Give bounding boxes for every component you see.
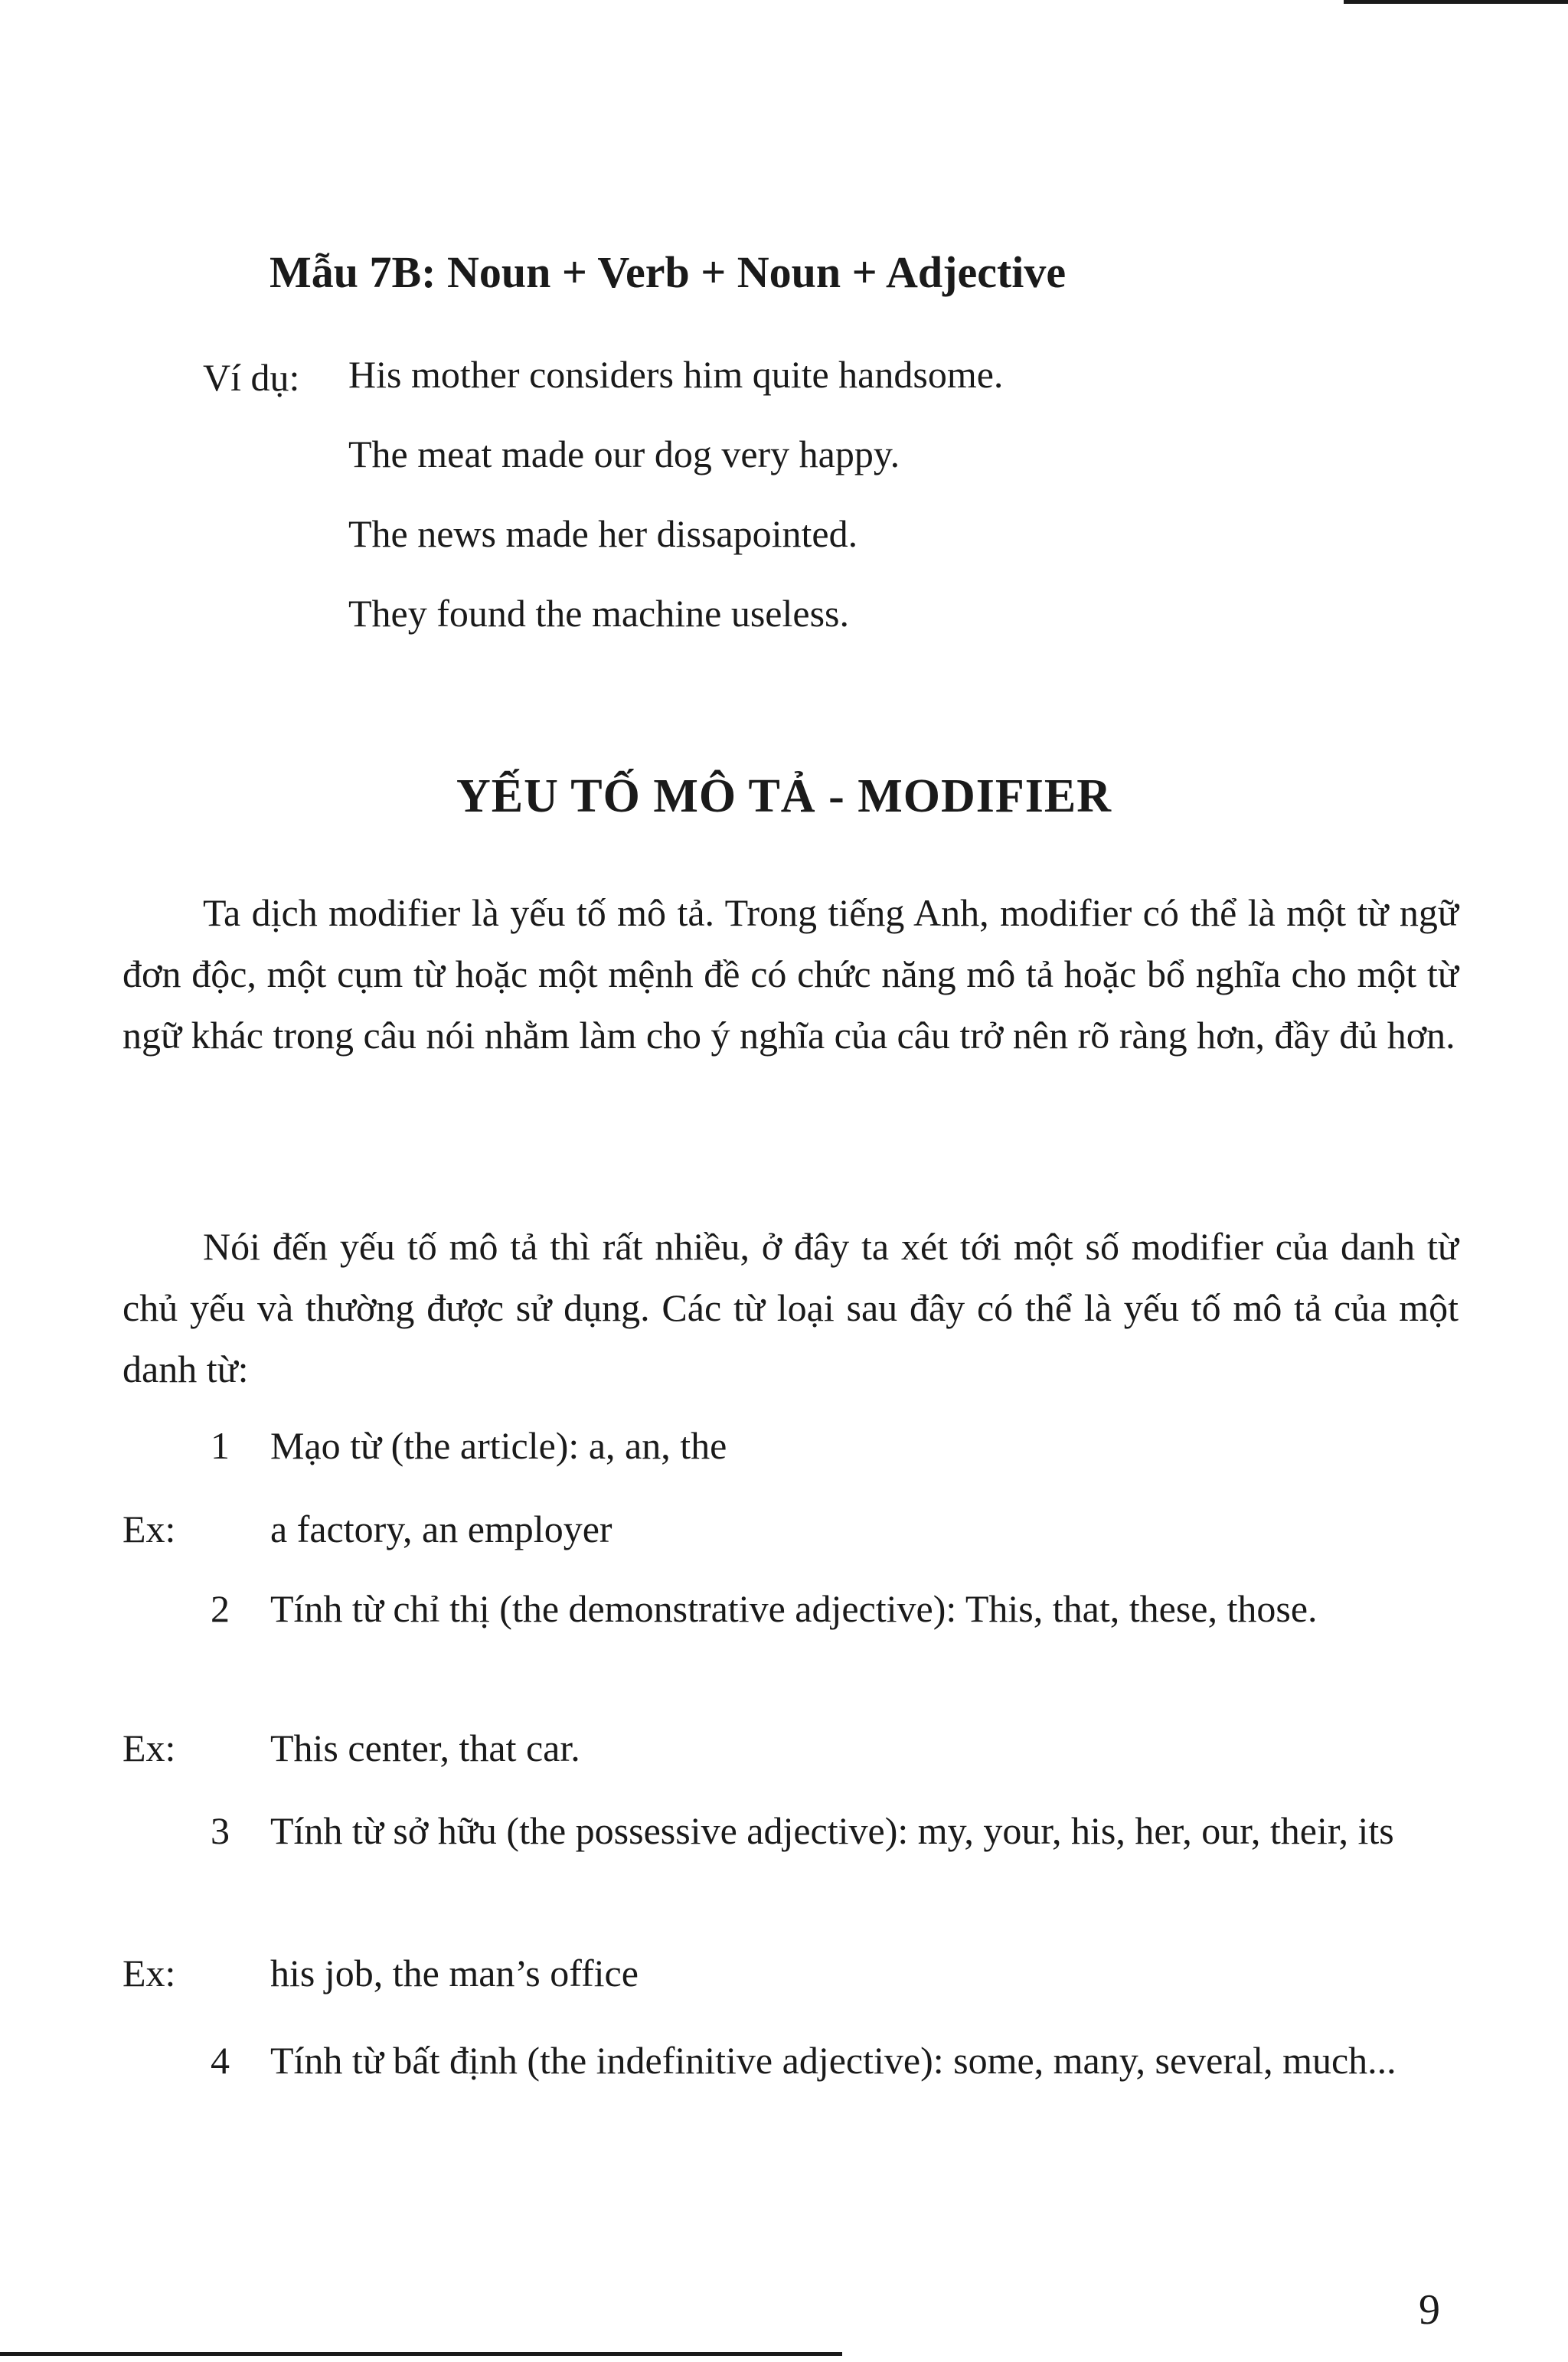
ex-text: This center, that car. [270,1727,580,1769]
ex-text: his job, the man’s office [270,1952,639,1994]
paragraph: Ta dịch modifier là yếu tố mô tả. Trong tiếng Anh, modifier có thể là một từ ngữ đơn độc, một cụm từ hoặc một mệnh đề có chức năng mô tả hoặc bổ nghĩa cho một từ ngữ khác trong câu nói nhằm làm cho ý nghĩa của câu trở nên rõ ràng hơn, đầy đủ hơn. [122,891,1459,1057]
example-label: Ví dụ: [203,356,300,399]
section-title: YẾU TỐ MÔ TẢ - MODIFIER [456,770,1112,822]
list-item-number: 4 [211,2039,230,2082]
list-item [211,1581,1459,1636]
example-sentence: His mother considers him quite handsome. [348,353,1004,396]
ex-label: Ex: [122,1952,176,1994]
paragraph: Nói đến yếu tố mô tả thì rất nhiều, ở đây ta xét tới một số modifier của danh từ chủ yếu và thường được sử dụng. Các từ loại sau đây có thể là yếu tố mô tả của một danh từ: [122,1225,1459,1390]
ex-text: a factory, an employer [270,1508,612,1550]
top-edge-rule [1344,0,1568,4]
list-item [211,1418,1459,1473]
list-item [211,2033,1459,2088]
example-sentence: They found the machine useless. [348,592,849,635]
list-item-text: Mạo từ (the article): a, an, the [270,1424,727,1467]
example-row [122,1507,612,1551]
list-item-number: 3 [211,1809,230,1852]
list-item-text: Tính từ sở hữu (the possessive adjective): my, your, his, her, our, their, its [270,1809,1394,1852]
list-item-text: Tính từ chỉ thị (the demonstrative adjective): This, that, these, those. [270,1587,1318,1630]
list-item-number: 1 [211,1424,230,1467]
page-number: 9 [1419,2286,1440,2334]
example-sentence: The news made her dissapointed. [348,512,858,555]
example-row [122,1726,580,1770]
bottom-edge-rule [0,2352,842,2356]
list-item-text: Tính từ bất định (the indefinitive adjective): some, many, several, much... [270,2039,1396,2082]
example-row [122,1951,639,1995]
ex-label: Ex: [122,1727,176,1769]
list-item [211,1803,1459,1858]
example-sentence: The meat made our dog very happy. [348,433,900,475]
list-item-number: 2 [211,1587,230,1630]
ex-label: Ex: [122,1508,176,1550]
pattern-heading: Mẫu 7B: Noun + Verb + Noun + Adjective [270,247,1067,297]
